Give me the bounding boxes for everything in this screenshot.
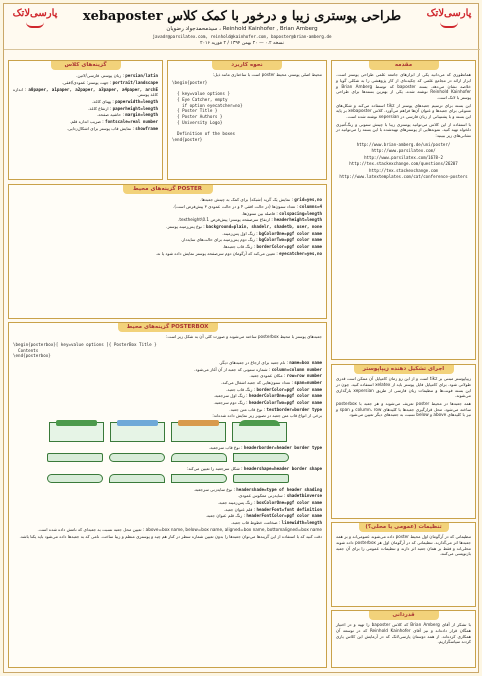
option-item: borderColor=pgf color name : رنگ قاب جعبه‌ها. — [222, 244, 322, 250]
option-item: eyecatcher=yes,no : تعیین می‌کند که آرگومان دوم سرصفحه پوستر نمایش داده شود یا نه. — [155, 250, 322, 256]
usage-intro: محیط اصلی پوستر، محیط poster است با ساختاری مانند ذیل: — [212, 72, 322, 78]
option-item: row=row number : مکان عمودی جعبه. — [249, 373, 322, 379]
option-item: headerheight=length : ارتفاع سرصفحه پوستر؛ پیش‌فرض 0.1\textheight. — [178, 217, 322, 223]
thanks-heading: قدردانی — [369, 611, 439, 620]
code-line: \begin{posterbox}[ key=value options ]{ PosterBox Title } — [13, 342, 157, 348]
poster-page — [3, 3, 479, 673]
option-item: colspacing=length : فاصله بین ستون‌ها. — [241, 210, 322, 216]
code-line: { Eye Catcher, empty — [172, 97, 228, 103]
code-line: if option eyecatcher=no} — [172, 102, 243, 108]
shape-sample — [47, 474, 103, 483]
final-note: دقت کنید که با استفاده از این گزینه‌ها می‌توان جعبه‌ها را بدون تعیین شماره سطر در کنار هم چید و پوستری منظم و زیبا ساخت. نامی که به جعبه‌ها داده می‌شود باید یکتا باشد. — [19, 534, 322, 540]
code-line: \end{poster} — [172, 136, 203, 142]
shape-sample — [47, 453, 103, 462]
posterbox-code — [13, 342, 322, 359]
option-item: bgColorOne=pgf color name : رنگ اول پس‌زمینه. — [222, 230, 322, 236]
poster-date: نسخه ۰.۲ — ۲۰ بهمن ۱۳۹۴ / ۲ فوریه ۲۰۱۶ — [200, 41, 284, 46]
option-item: grid=yes,no : نمایش یک گرید (شبکه) برای کمک به چینش جعبه‌ها. — [200, 197, 322, 203]
settings-paragraph: تنظیماتی که در آرگومان اول محیط poster داده می‌شوند عمومی‌اند و بر همه جعبه‌ها اثر می‌گذارند. تنظیماتی که در آرگومان اول هر posterbox داده شوند محلی‌اند و فقط بر همان جعبه اثر دارند و تنظیمات عمومی را برای آن جعبه بازنویسی می‌کنند. — [336, 534, 471, 557]
code-line: { Poster Title } — [172, 108, 218, 114]
option-item: portrait/landscape : جهت پوستر: عمودی/افقی. — [61, 80, 158, 86]
option-item: headerFont=font definition : قلم عنوان جعبه. — [223, 506, 322, 512]
option-item: headershade=type of header shading : نوع سایه‌زنی سرجعبه. — [193, 486, 322, 492]
usage-heading: نحوه کاربرد — [212, 61, 282, 70]
url-link[interactable]: http://tex.stackexchange.com/questions/26207 — [349, 161, 458, 167]
compile-heading: اجرای تشکیل دهنده زیپاپوستر — [354, 365, 454, 374]
option-item: fontscale=real number : ضریب اندازه قلم. — [69, 119, 158, 125]
intro-box — [331, 60, 476, 360]
shape-sample — [171, 474, 227, 483]
logo-text: پارسی‌لاتک — [426, 8, 472, 19]
shape-sample — [109, 453, 165, 462]
usage-code — [172, 80, 322, 142]
option-item: headershape=header border shape : شکل سرجعبه را تعیین می‌کند: — [186, 465, 322, 471]
option-item: bgColorTwo=pgf color name : رنگ دوم پس‌زمینه برای حالت‌های سایه‌دار. — [180, 237, 322, 243]
option-item: boxColorOne=pgf color name : رنگ پس‌زمینه جعبه. — [217, 499, 322, 505]
option-item: paperheight=length : ارتفاع کاغذ. — [87, 105, 158, 111]
logo-right — [424, 8, 474, 44]
poster-emails: javadr@parsilatex.com, reinhold@kainhofer.com, baposter@brian-amberg.de — [152, 34, 332, 39]
posterbox-options-box — [8, 322, 327, 668]
settings-box — [331, 522, 476, 607]
poster-options-box — [8, 184, 327, 319]
code-line: \begin{poster} — [172, 80, 208, 86]
shape-sample — [233, 453, 289, 462]
textborder-samples — [13, 422, 322, 442]
usage-box — [167, 60, 327, 180]
headerborder-samples — [13, 453, 322, 462]
code-line: Contents — [13, 347, 39, 353]
option-item: headerColorOne=pgf color name : رنگ اول سرجعبه. — [213, 393, 322, 399]
code-line: Definition of the boxes — [172, 131, 236, 137]
option-item: headerColorTwo=pgf color name : رنگ دوم سرجعبه. — [213, 400, 322, 406]
posterbox-intro: جعبه‌های پوستر با محیط posterbox ساخته می‌شوند و صورت کلی آن به شکل زیر است: — [165, 334, 322, 340]
shape-sample — [233, 474, 289, 483]
class-options-box — [8, 60, 163, 180]
thanks-box — [331, 610, 476, 668]
logo-left — [10, 8, 60, 44]
code-line: { Poster Authors } — [172, 114, 223, 120]
class-options-heading: گزینه‌های کلاس — [51, 61, 121, 70]
settings-heading: تنظیمات (عمومی یا محلی؟) — [359, 523, 449, 532]
option-item: paperwidth=length : پهنای کاغذ. — [91, 99, 158, 105]
option-item: headerborder=header border type : نوع قاب سرجعبه. — [208, 445, 322, 451]
option-item: showframe : نمایش قاب پوستر برای اشکال‌زدایی. — [66, 125, 158, 131]
logo-text: پارسی‌لاتک — [12, 8, 58, 19]
url-link[interactable]: http://www.latextemplates.com/cat/conference-posters — [339, 174, 468, 180]
option-item: name=box name : نام جعبه برای ارجاع در جعبه‌های دیگر. — [218, 360, 322, 366]
option-item: column=column number : شماره ستونی که جعبه از آن آغاز می‌شود. — [194, 366, 322, 372]
code-line: { University Logo} — [172, 119, 223, 125]
sample-box — [110, 422, 165, 442]
posterbox-options-heading: گزینه‌های محیط POSTERBOX — [118, 323, 218, 332]
url-link[interactable]: http://tex.stackexchange.com — [368, 167, 438, 173]
code-line: \end{posterbox} — [13, 353, 51, 359]
url-list — [336, 142, 471, 180]
poster-options-heading: گزینه‌های محیط POSTER — [123, 185, 213, 194]
logo-mark-icon — [26, 22, 44, 28]
sample-box — [171, 422, 226, 442]
option-item: textborder=border type : نوع قاب متن جعبه. — [229, 406, 322, 412]
url-link[interactable]: http://www.parsilatex.com/1678-2 — [364, 154, 443, 160]
intro-paragraph: با استفاده از این کلاس می‌توانید پوستری زیبا با چینش ستونی و رنگ‌آمیزی دلخواه تهیه کنید. نمونه‌هایی از پوسترهای تهیه‌شده با این بسته را می‌توانید در نشانی‌های زیر ببینید: — [336, 121, 471, 139]
option-item: shadetbinverse : سایه‌زنی معکوس عمودی. — [237, 493, 322, 499]
poster-header — [4, 4, 480, 50]
code-line: { key=value options } — [172, 91, 230, 97]
option-item: headerFontColor=pgf color name : رنگ قلم عنوان جعبه. — [205, 513, 322, 519]
samples-caption: برخی از انواع قاب متن جعبه در تصویر زیر نمایش داده شده‌اند: — [212, 413, 322, 419]
option-item: persian/latin : زبان پوستر، فارسی/لاتین. — [76, 73, 158, 79]
intro-heading: مقدمه — [369, 61, 439, 70]
logo-mark-icon — [440, 22, 458, 28]
compile-box — [331, 364, 476, 519]
option-item: a0paper, a1paper, a2paper, a3paper, a4paper, archE : اندازه کاغذ پوستر. — [13, 86, 158, 98]
option-item: columns=4 : تعداد ستون‌ها (در حالت افقی ۴ و در حالت عمودی ۳ پیش‌فرض است). — [173, 204, 322, 210]
headershape-samples — [13, 474, 322, 483]
sample-box — [232, 422, 287, 442]
intro-paragraph: همانطوری که می‌دانید یکی از ابزارهای جامعه علمی طراحی پوستر است. ابزار ارائه در مجامع علمی که چکیده‌ای از کار پژوهشی را به شکلی گویا و خلاصه نشان می‌دهد. بسته baposter که توسط Brian Amberg و Reinhold Kainhofer نوشته شده، یکی از بهترین بسته‌ها برای طراحی پوستر با لاتک است. — [336, 72, 472, 101]
poster-title: طراحی پوستری زیبا و درخور با کمک کلاس xebaposter — [82, 9, 402, 24]
url-link[interactable]: http://www.brian-amberg.de/uni/poster/ — [356, 141, 451, 147]
shape-sample — [109, 474, 165, 483]
option-item: span=number : تعداد ستون‌هایی که جعبه اشغال می‌کند. — [221, 380, 322, 386]
compile-paragraph: زیپاپوستر مبتنی بر tikz است و از این رو زمان کامپایل آن ممکن است قدری طولانی شود. برای کامپایل فایل پوستر باید از xelatex استفاده کنید. چون در این بسته فونت‌ها و تنظیمات زبان فارسی از طریق xepersian بارگذاری می‌شوند. — [336, 376, 472, 399]
shape-sample — [171, 453, 227, 462]
thanks-paragraph: با تشکر از آقای Brian Amberg که کلاس baposter را تهیه و در اختیار همگان قرار داده‌اند و نیز آقای Reinhold Kainhofer که در توسعه آن همکاری کرده‌اند. از همه دوستان پارسی‌لاتک که در آزمایش این کلاس یاری کردند سپاسگزاریم. — [336, 622, 472, 645]
compile-paragraph: همه جعبه‌ها در محیط poster تعریف می‌شوند و هر جعبه با posterbox ساخته می‌شود. محل قرارگیری جعبه‌ها با کلیدهای column، row و span و نیز با کلیدهای above و below نسبت به جعبه‌های دیگر تعیین می‌شود. — [336, 401, 472, 418]
position-note: above=box name, below=box name, aligned=box name, bottomaligned=box name : تعیین محل جعبه نسبت به جعبه‌ای که نامش داده شده است. — [37, 526, 322, 532]
option-item: margin=length : حاشیه صفحه. — [96, 112, 158, 118]
poster-authors: Reinhold Kainhofer , Brian Amberg ، سیدمحمدجواد رضویان — [166, 26, 318, 32]
url-link[interactable]: http://www.parsilatex.com/ — [371, 148, 436, 154]
option-item: linewidth=length : ضخامت خطوط قاب جعبه. — [230, 519, 322, 525]
option-item: background=plain, shadelr, shadetb, user, none : نوع پس‌زمینه پوستر. — [166, 224, 322, 230]
intro-paragraph: این بسته برای ترسیم جعبه‌های پوستر از tikz استفاده می‌کند و شکل‌های متنوعی برای جعبه‌ها و عنوان آن‌ها فراهم می‌آورد. کلاس xebaposter بر پایه این بسته و با پشتیبانی از زبان فارسی در xepersian نوشته شده است. — [336, 102, 471, 120]
sample-box — [49, 422, 104, 442]
option-item: borderColor=pgf color name : رنگ قاب جعبه. — [226, 386, 322, 392]
